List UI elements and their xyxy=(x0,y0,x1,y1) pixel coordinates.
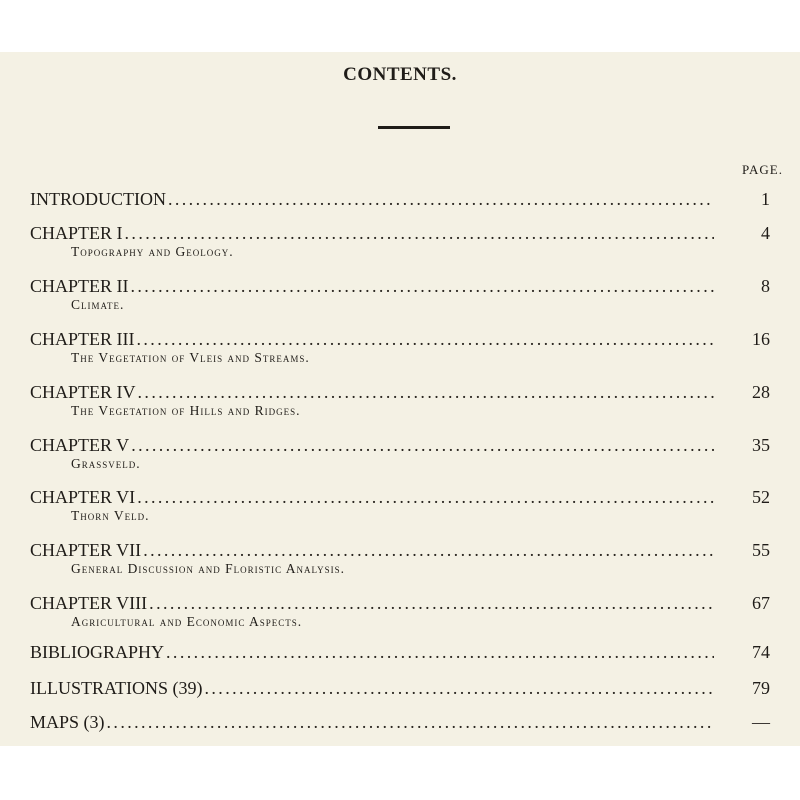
toc-subtitle: Climate. xyxy=(71,297,125,312)
toc-subtitle: The Vegetation of Vleis and Streams. xyxy=(71,350,310,365)
dot-leader xyxy=(166,641,714,663)
dot-leader xyxy=(168,188,714,210)
toc-page-number: — xyxy=(752,712,770,732)
toc-heading: CHAPTER V xyxy=(30,435,130,455)
toc-heading: BIBLIOGRAPHY xyxy=(30,642,165,662)
toc-entry-chapter-2 xyxy=(30,275,770,313)
toc-page-number: 52 xyxy=(752,487,770,507)
toc-heading: CHAPTER VII xyxy=(30,540,142,560)
toc-entry-chapter-6 xyxy=(30,486,770,524)
toc-heading: INTRODUCTION xyxy=(30,189,166,209)
dot-leader xyxy=(137,328,715,350)
toc-page-number: 28 xyxy=(752,382,770,402)
toc-page-number: 79 xyxy=(752,678,770,698)
toc-subtitle: Thorn Veld. xyxy=(71,508,150,523)
title-rule xyxy=(378,126,450,129)
toc-entry-maps xyxy=(30,711,770,733)
toc-subtitle: Agricultural and Economic Aspects. xyxy=(71,614,303,629)
toc-entry-chapter-1 xyxy=(30,222,770,260)
toc-subtitle: Grassveld. xyxy=(71,456,141,471)
page-column-header: PAGE. xyxy=(741,162,783,177)
toc-subtitle: Topography and Geology. xyxy=(71,244,234,259)
toc-page-number: 74 xyxy=(752,642,770,662)
toc-page-number: 8 xyxy=(761,276,770,296)
toc-heading: CHAPTER II xyxy=(30,276,129,296)
dot-leader xyxy=(125,222,714,244)
toc-heading: CHAPTER I xyxy=(30,223,123,243)
toc-entry-chapter-3 xyxy=(30,328,770,366)
dot-leader xyxy=(138,381,714,403)
toc-subtitle: The Vegetation of Hills and Ridges. xyxy=(71,403,301,418)
dot-leader xyxy=(149,592,714,614)
toc-page-number: 4 xyxy=(761,223,770,243)
toc-entry-chapter-7 xyxy=(30,539,770,577)
dot-leader xyxy=(131,434,714,456)
dot-leader xyxy=(205,677,715,699)
toc-entry-introduction xyxy=(30,188,770,210)
toc-entry-chapter-4 xyxy=(30,381,770,419)
toc-page-number: 16 xyxy=(752,329,770,349)
toc-heading: MAPS (3) xyxy=(30,712,105,732)
toc-heading: CHAPTER VIII xyxy=(30,593,148,613)
toc-page-number: 35 xyxy=(752,435,770,455)
page-title: CONTENTS. xyxy=(343,64,457,85)
toc-page-number: 1 xyxy=(761,189,770,209)
toc-heading: ILLUSTRATIONS (39) xyxy=(30,678,203,698)
toc-entry-chapter-8 xyxy=(30,592,770,630)
toc-heading: CHAPTER III xyxy=(30,329,135,349)
toc-entry-illustrations xyxy=(30,677,770,699)
toc-entry-chapter-5 xyxy=(30,434,770,472)
toc-page-number: 67 xyxy=(752,593,770,613)
dot-leader xyxy=(131,275,715,297)
dot-leader xyxy=(137,486,714,508)
toc-heading: CHAPTER VI xyxy=(30,487,136,507)
toc-subtitle: General Discussion and Floristic Analysis. xyxy=(71,561,345,576)
toc-page-number: 55 xyxy=(752,540,770,560)
toc-entry-bibliography xyxy=(30,641,770,663)
dot-leader xyxy=(143,539,714,561)
dot-leader xyxy=(107,711,714,733)
toc-heading: CHAPTER IV xyxy=(30,382,136,402)
